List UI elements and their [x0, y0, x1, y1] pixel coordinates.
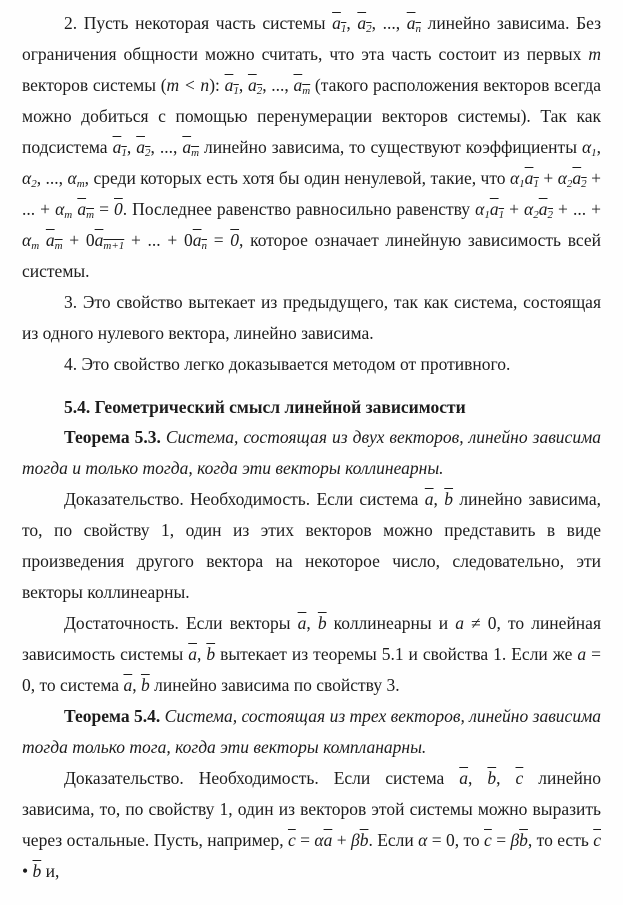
vector-symbol — [113, 137, 127, 157]
vector-symbol — [444, 489, 453, 509]
run-text: $\overline{b}$ — [206, 644, 216, 664]
run-text: , то линейная зависимость системы — [22, 613, 601, 664]
vector-symbol — [519, 830, 528, 850]
text-run — [22, 861, 33, 881]
text-run — [262, 75, 293, 95]
text-run — [215, 644, 577, 664]
run-text: векторов системы ( — [22, 75, 167, 95]
run-text: (такого расположения векторов всегда можно добиться с помощью перенумерации векторов системы). Так как подсистема — [22, 75, 602, 157]
math-italic — [475, 199, 490, 219]
proof-necessity-5-4 — [22, 763, 601, 887]
text-run — [150, 137, 182, 157]
subscript: m — [86, 209, 95, 221]
run-text: , — [238, 75, 248, 95]
text-run — [22, 292, 601, 343]
run-text: $\overline{c}$ — [515, 768, 524, 788]
run-text: a — [406, 13, 416, 33]
run-text: , которое означает линейную зависимость всей системы. — [22, 230, 602, 281]
run-text: , ..., — [371, 13, 407, 33]
run-text: вытекает из теоремы 5.1 и свойства 1. Если же — [215, 644, 578, 664]
text-run — [124, 230, 192, 250]
subscript: m — [54, 240, 63, 252]
vector-symbol — [487, 768, 496, 788]
run-text: α — [509, 168, 520, 188]
run-text: Теорема 5.3. — [64, 427, 161, 447]
run-text: α — [475, 199, 485, 219]
vector-symbol — [294, 75, 311, 95]
run-text: линейно зависима, то, по свойству 1, один из векторов этой системы можно выразить через остальные. Пусть, например, — [22, 768, 601, 850]
run-text: , — [346, 13, 358, 33]
run-text: a — [357, 13, 367, 33]
math-italic — [55, 199, 72, 219]
vector-symbol — [593, 830, 601, 850]
run-text: a — [524, 168, 534, 188]
run-text: линейно зависима. Без ограничения общности можно считать, что эта часть состоит из первых — [22, 13, 602, 64]
run-text: , то — [454, 830, 485, 850]
proof-necessity-5-3 — [22, 484, 601, 608]
run-text: $\overline{a}$ — [459, 768, 469, 788]
run-text: $\overline{b}$ — [32, 861, 42, 881]
run-text: α — [22, 168, 32, 188]
vector-symbol — [123, 675, 132, 695]
text-run — [127, 137, 136, 157]
text-run — [372, 13, 407, 33]
vector-symbol — [484, 830, 492, 850]
run-text: , то есть — [527, 830, 594, 850]
vector-symbol — [46, 230, 63, 250]
text-run — [64, 768, 459, 788]
math-italic — [167, 75, 210, 95]
run-text: a — [136, 137, 145, 157]
text-run — [346, 13, 357, 33]
run-text: $\overline{b}$ — [444, 489, 454, 509]
text-run — [427, 830, 454, 850]
run-text: , то система — [30, 675, 124, 695]
run-text: a — [332, 13, 341, 33]
run-text: , — [433, 489, 445, 509]
theorem-5-4 — [22, 701, 601, 763]
paragraph-property-2 — [22, 8, 601, 287]
run-text: , ..., — [262, 75, 294, 95]
theorem-5-3 — [22, 422, 601, 484]
run-text: Доказательство. Необходимость. Если система — [64, 489, 425, 509]
run-text: $\overline{b}$ — [487, 768, 497, 788]
math-italic — [510, 830, 519, 850]
run-text: a — [489, 199, 499, 219]
vector-symbol — [288, 830, 296, 850]
run-text: α — [524, 199, 534, 219]
text-run — [332, 830, 351, 850]
text-run — [306, 613, 317, 633]
text-run — [150, 675, 400, 695]
subscript: 1 — [233, 85, 239, 97]
text-run — [597, 137, 601, 157]
run-text: $\overline{a}$ — [188, 644, 197, 664]
run-text: 3. Это свойство вытекает из предыдущего, так как система, состоящая из одного нулевого вектора, линейно зависима. — [22, 292, 601, 343]
text-run — [39, 230, 46, 250]
vector-symbol — [77, 199, 94, 219]
subscript: n — [415, 23, 421, 35]
run-text: + ... + — [552, 199, 602, 219]
run-text: $\overline{b}$ — [317, 613, 327, 633]
run-text: a — [572, 168, 582, 188]
run-text: , — [468, 768, 488, 788]
text-run — [209, 75, 224, 95]
run-text: a — [577, 644, 587, 664]
run-text: , — [496, 768, 516, 788]
run-text: m < n — [166, 75, 210, 95]
text-run — [94, 199, 114, 219]
run-text: a — [455, 613, 464, 633]
paragraph-property-4 — [22, 349, 601, 380]
run-text: линейно зависима по свойству 3. — [149, 675, 400, 695]
run-text — [39, 230, 46, 250]
text-run — [64, 613, 298, 633]
vector-symbol — [95, 230, 125, 250]
text-run — [85, 168, 510, 188]
subscript: 1 — [121, 147, 127, 159]
run-text: ): — [209, 75, 225, 95]
math-italic — [558, 168, 573, 188]
run-text: ≠ 0 — [463, 613, 497, 633]
vector-symbol — [332, 13, 346, 33]
math-italic — [68, 168, 85, 188]
subscript: m — [76, 178, 85, 190]
subscript: m+1 — [103, 240, 125, 252]
text-run — [207, 230, 230, 250]
text-run — [197, 644, 206, 664]
run-text: 5.4. Геометрический смысл линейной зависимости — [64, 397, 466, 417]
run-text: m — [588, 44, 601, 64]
vector-symbol — [459, 768, 468, 788]
run-text: $\overline{a}$ — [123, 675, 133, 695]
text-run — [434, 489, 445, 509]
subscript: m — [64, 209, 73, 221]
run-text: a — [112, 137, 122, 157]
run-text: . Последнее равенство равносильно равенству — [122, 199, 476, 219]
run-text: Система, состоящая из двух векторов, линейно зависима тогда и только тогда, когда эти векторы коллинеарны. — [22, 427, 601, 478]
run-text: линейно зависима, то существуют коэффициенты — [199, 137, 582, 157]
text-run — [528, 830, 593, 850]
subscript: 2 — [547, 209, 553, 221]
math-italic — [314, 830, 323, 850]
vector-symbol — [490, 199, 504, 219]
theorem-label — [64, 427, 161, 447]
run-text: линейно зависима, то, по свойству 1, один из этих векторов можно представить в виде произведения другого вектора на некоторое число, следовательно, эти векторы коллинеарны. — [22, 489, 601, 602]
run-text: 0 — [230, 230, 240, 250]
text-run — [132, 675, 141, 695]
run-text: $\overline{b}$ — [359, 830, 369, 850]
run-text: , — [132, 675, 141, 695]
text-run — [64, 489, 425, 509]
text-run — [64, 13, 332, 33]
run-text: + — [504, 199, 525, 219]
proof-sufficiency-5-3 — [22, 608, 601, 701]
run-text: 4. Это свойство легко доказывается методом от противного. — [64, 354, 511, 374]
run-text: a — [182, 137, 192, 157]
math-italic — [22, 230, 39, 250]
run-text: a — [538, 199, 548, 219]
run-text: Достаточность. Если векторы — [64, 613, 298, 633]
subscript: 2 — [31, 178, 37, 190]
run-text: Теорема 5.4. — [64, 706, 161, 726]
text-run — [468, 768, 487, 788]
math-italic — [524, 199, 539, 219]
text-run — [553, 199, 601, 219]
run-text: и, — [41, 861, 60, 881]
run-text: 0 — [114, 199, 123, 219]
run-text: . Если — [368, 830, 419, 850]
run-text: α — [557, 168, 567, 188]
run-text: , среди которых есть хотя бы один ненулевой, такие, что — [84, 168, 510, 188]
run-text: , — [196, 644, 207, 664]
run-text: • — [22, 861, 33, 881]
vector-symbol — [230, 230, 239, 250]
run-text: , — [596, 137, 602, 157]
run-text: = — [491, 830, 511, 850]
subscript: m — [302, 85, 311, 97]
run-text: $\overline{a}$ — [323, 830, 333, 850]
subscript: 1 — [533, 178, 539, 190]
run-text: коллинеарны и — [326, 613, 456, 633]
run-text: = 0 — [22, 644, 602, 695]
subscript: 1 — [484, 209, 490, 221]
run-text: a — [247, 75, 257, 95]
subscript: 2 — [144, 147, 151, 159]
vector-symbol — [136, 137, 150, 157]
vector-symbol — [318, 613, 327, 633]
text-run — [496, 768, 515, 788]
run-text: $\overline{b}$ — [140, 675, 150, 695]
math-italic — [588, 44, 601, 64]
text-run — [22, 75, 167, 95]
math-italic — [510, 168, 525, 188]
run-text: α — [55, 199, 65, 219]
run-text: = 0 — [427, 830, 455, 850]
vector-symbol — [248, 75, 262, 95]
run-text: a — [94, 230, 104, 250]
run-text: Система, состоящая из трех векторов, линейно зависима тогда только тога, когда эти векторы компланарны. — [22, 706, 601, 757]
section-heading-5-4 — [22, 392, 601, 422]
run-text: , ..., — [150, 137, 183, 157]
paragraph-property-3 — [22, 287, 601, 349]
math-italic — [418, 830, 427, 850]
vector-symbol — [539, 199, 553, 219]
subscript: 2 — [256, 85, 263, 97]
math-italic — [455, 613, 464, 633]
subscript: n — [201, 240, 207, 252]
text-run — [327, 613, 456, 633]
text-run — [37, 168, 68, 188]
text-run — [464, 613, 497, 633]
run-text: a — [192, 230, 202, 250]
run-text: = — [206, 230, 231, 250]
vector-symbol — [407, 13, 421, 33]
math-italic — [582, 137, 597, 157]
subscript: m — [31, 240, 40, 252]
run-text: α — [314, 830, 324, 850]
run-text: + 0 — [62, 230, 95, 250]
run-text: 2. Пусть некоторая часть системы — [64, 13, 333, 33]
run-text: $\overline{a}$ — [424, 489, 434, 509]
vector-symbol — [357, 13, 371, 33]
subscript: 1 — [340, 23, 347, 35]
run-text: $\overline{a}$ — [297, 613, 307, 633]
vector-symbol — [141, 675, 150, 695]
run-text: α — [581, 137, 592, 157]
text-run — [239, 75, 248, 95]
run-text: $\overline{c}$ — [593, 830, 601, 850]
run-text: , ..., — [36, 168, 68, 188]
subscript: 1 — [519, 178, 525, 190]
text-run — [199, 137, 582, 157]
run-text: a — [293, 75, 303, 95]
text-run — [455, 830, 484, 850]
text-run — [63, 230, 95, 250]
run-text: = — [295, 830, 315, 850]
text-run — [31, 675, 124, 695]
text-run — [368, 830, 418, 850]
run-text: + ... + 0 — [124, 230, 193, 250]
subscript: 2 — [566, 178, 573, 190]
subscript: 1 — [498, 209, 505, 221]
vector-symbol — [114, 199, 123, 219]
subscript: 1 — [591, 147, 597, 159]
run-text: β — [350, 830, 360, 850]
math-italic — [22, 168, 37, 188]
run-text: , — [306, 613, 318, 633]
vector-symbol — [188, 644, 197, 664]
run-text: + — [538, 168, 558, 188]
text-run — [64, 354, 510, 374]
text-run — [539, 168, 558, 188]
run-text: + — [332, 830, 351, 850]
subscript: m — [191, 147, 200, 159]
math-italic — [577, 644, 586, 664]
vector-symbol — [425, 489, 434, 509]
run-text: = — [94, 199, 114, 219]
run-text: $\overline{c}$ — [287, 830, 296, 850]
vector-symbol — [206, 644, 215, 664]
text-run — [492, 830, 511, 850]
run-text: α — [418, 830, 428, 850]
text-run — [64, 397, 466, 417]
run-text: Доказательство. Необходимость. Если система — [64, 768, 460, 788]
vector-symbol — [225, 75, 239, 95]
run-text: α — [22, 230, 32, 250]
text-run — [123, 199, 475, 219]
text-run — [296, 830, 315, 850]
math-italic — [351, 830, 360, 850]
text-run — [504, 199, 524, 219]
run-text: α — [67, 168, 77, 188]
theorem-label — [64, 706, 160, 726]
subscript: 2 — [581, 178, 587, 190]
run-text: , — [126, 137, 137, 157]
vector-symbol — [33, 861, 42, 881]
text-run — [41, 861, 59, 881]
subscript: 2 — [366, 23, 372, 35]
subscript: 2 — [533, 209, 539, 221]
vector-symbol — [572, 168, 586, 188]
run-text: a — [224, 75, 234, 95]
run-text: a — [45, 230, 55, 250]
run-text: a — [77, 199, 87, 219]
run-text: β — [510, 830, 520, 850]
run-text: + ... + — [22, 168, 602, 219]
vector-symbol — [182, 137, 199, 157]
vector-symbol — [193, 230, 207, 250]
vector-symbol — [525, 168, 539, 188]
run-text: $\overline{b}$ — [519, 830, 528, 850]
run-text: $\overline{c}$ — [484, 830, 492, 850]
